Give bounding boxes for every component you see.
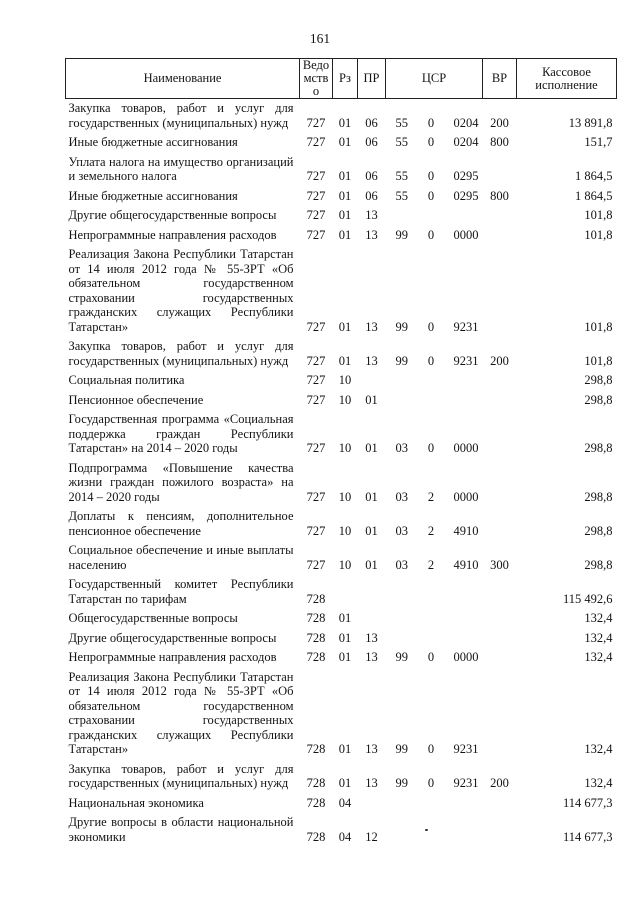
row-rz: 01 bbox=[338, 227, 352, 242]
row-pr: 13 bbox=[365, 227, 378, 242]
row-csr bbox=[386, 337, 483, 371]
row-csr bbox=[386, 629, 483, 649]
row-csr-part-a: 55 bbox=[395, 188, 408, 203]
table-row bbox=[66, 648, 617, 668]
row-csr bbox=[386, 459, 483, 508]
row-dept: 728 bbox=[306, 630, 326, 645]
row-csr-part-a: 99 bbox=[395, 742, 408, 756]
row-sum: 298,8 bbox=[584, 392, 613, 407]
row-pr: 01 bbox=[365, 392, 378, 407]
row-csr-part-a: 55 bbox=[395, 135, 408, 149]
row-csr-part-b: 2 bbox=[427, 489, 435, 504]
row-csr-part-b: 0 bbox=[427, 115, 435, 130]
row-pr: 01 bbox=[365, 441, 378, 455]
row-dept: 728 bbox=[306, 742, 326, 756]
header-sum: Кассовое исполнение bbox=[517, 59, 617, 99]
header-csr: ЦСР bbox=[386, 59, 483, 99]
row-csr bbox=[386, 648, 483, 668]
table-row bbox=[66, 226, 617, 246]
row-dept: 727 bbox=[306, 557, 326, 572]
row-csr-part-c: 9231 bbox=[453, 776, 479, 790]
row-csr bbox=[386, 410, 483, 459]
row-sum: 298,8 bbox=[584, 557, 613, 572]
row-csr-part-a: 55 bbox=[395, 115, 408, 130]
row-csr bbox=[386, 99, 483, 134]
row-csr-part-b: 2 bbox=[427, 523, 435, 538]
table-row bbox=[66, 541, 617, 575]
header-name: Наименование bbox=[66, 59, 300, 99]
row-sum: 298,8 bbox=[584, 441, 613, 455]
row-pr: 06 bbox=[365, 135, 378, 149]
row-sum: 101,8 bbox=[584, 208, 613, 222]
row-pr bbox=[358, 371, 386, 391]
row-sum: 1 864,5 bbox=[575, 169, 613, 183]
row-pr: 13 bbox=[365, 776, 378, 790]
row-csr bbox=[386, 813, 483, 847]
row-vr bbox=[483, 459, 517, 508]
row-name: Непрограммные направления расходов bbox=[68, 650, 277, 664]
row-rz: 01 bbox=[338, 208, 352, 222]
table-row bbox=[66, 337, 617, 371]
row-dept: 727 bbox=[306, 353, 326, 368]
row-name: Национальная экономика bbox=[68, 795, 204, 810]
row-csr bbox=[386, 507, 483, 541]
row-pr: 13 bbox=[365, 208, 378, 222]
row-rz: 10 bbox=[338, 441, 352, 455]
row-sum: 115 492,6 bbox=[562, 591, 613, 606]
row-dept: 727 bbox=[306, 135, 326, 149]
row-csr-part-b: 0 bbox=[427, 776, 435, 790]
row-rz: 01 bbox=[338, 742, 352, 756]
row-name: Реализация Закона Республики Татарстан от 14 июля 2012 года № 55-ЗРТ «Об обязательном государственном страховании государственных гражданских служащих Республики Татарстан» bbox=[68, 247, 294, 334]
row-name: Доплаты к пенсиям, дополнительное пенсионное обеспечение bbox=[68, 509, 294, 538]
row-sum: 114 677,3 bbox=[562, 795, 613, 810]
header-vr: ВР bbox=[483, 59, 517, 99]
row-rz: 04 bbox=[338, 829, 352, 844]
row-pr: 13 bbox=[365, 630, 378, 645]
row-csr-part-a: 99 bbox=[395, 319, 408, 334]
header-dept: Ведомство bbox=[300, 59, 333, 99]
row-vr bbox=[483, 410, 517, 459]
row-pr: 01 bbox=[365, 523, 378, 538]
row-dept: 728 bbox=[306, 795, 326, 810]
row-vr: 300 bbox=[490, 557, 509, 572]
row-pr: 06 bbox=[365, 115, 378, 130]
row-vr bbox=[483, 629, 517, 649]
row-csr bbox=[386, 245, 483, 337]
table-row bbox=[66, 391, 617, 411]
row-pr: 06 bbox=[365, 188, 378, 203]
row-csr bbox=[386, 187, 483, 207]
row-dept: 728 bbox=[306, 650, 326, 664]
row-name: Другие вопросы в области национальной экономики bbox=[68, 815, 294, 844]
row-name: Государственный комитет Республики Татарстан по тарифам bbox=[68, 577, 294, 606]
row-csr-part-a: 99 bbox=[395, 353, 408, 368]
row-csr-part-c: 0204 bbox=[453, 115, 479, 130]
row-sum: 114 677,3 bbox=[562, 829, 613, 844]
row-csr bbox=[386, 575, 483, 609]
row-vr bbox=[483, 507, 517, 541]
row-csr bbox=[386, 760, 483, 794]
row-csr bbox=[386, 541, 483, 575]
budget-table bbox=[65, 58, 617, 847]
table-row bbox=[66, 459, 617, 508]
row-csr-part-a: 99 bbox=[395, 776, 408, 790]
row-sum: 132,4 bbox=[584, 611, 613, 625]
row-rz bbox=[333, 575, 358, 609]
table-row bbox=[66, 371, 617, 391]
row-csr-part-c: 4910 bbox=[453, 523, 479, 538]
row-csr-part-c: 9231 bbox=[453, 742, 479, 756]
row-csr-part-a: 03 bbox=[395, 441, 408, 455]
row-sum: 298,8 bbox=[584, 489, 613, 504]
row-dept: 727 bbox=[306, 392, 326, 407]
table-row bbox=[66, 813, 617, 847]
row-csr-part-b: 2 bbox=[427, 557, 435, 572]
row-rz: 01 bbox=[338, 319, 352, 334]
row-pr: 01 bbox=[365, 557, 378, 572]
row-dept: 727 bbox=[306, 373, 326, 387]
row-name: Иные бюджетные ассигнования bbox=[68, 135, 238, 149]
row-csr bbox=[386, 133, 483, 153]
row-pr: 13 bbox=[365, 353, 378, 368]
row-pr: 01 bbox=[365, 489, 378, 504]
row-csr-part-b: 0 bbox=[427, 319, 435, 334]
row-rz: 01 bbox=[338, 650, 352, 664]
row-csr-part-b: 0 bbox=[427, 135, 435, 149]
row-name: Уплата налога на имущество организаций и земельного налога bbox=[68, 154, 294, 183]
row-rz: 01 bbox=[338, 188, 352, 203]
row-csr-part-c: 0000 bbox=[453, 227, 479, 242]
table-row bbox=[66, 206, 617, 226]
row-sum: 132,4 bbox=[584, 776, 613, 790]
row-rz: 01 bbox=[338, 169, 352, 183]
row-sum: 132,4 bbox=[584, 650, 613, 664]
row-rz: 10 bbox=[338, 489, 352, 504]
row-sum: 298,8 bbox=[584, 373, 613, 387]
row-dept: 727 bbox=[306, 441, 326, 455]
table-row bbox=[66, 507, 617, 541]
row-dept: 727 bbox=[306, 115, 326, 130]
row-name: Другие общегосударственные вопросы bbox=[68, 208, 277, 222]
table-row bbox=[66, 133, 617, 153]
row-vr bbox=[483, 245, 517, 337]
row-pr bbox=[358, 794, 386, 814]
row-csr-part-c: 0295 bbox=[453, 188, 479, 203]
row-rz: 01 bbox=[338, 353, 352, 368]
row-dept: 727 bbox=[306, 489, 326, 504]
row-vr bbox=[483, 813, 517, 847]
row-rz: 01 bbox=[338, 611, 352, 625]
row-name: Подпрограмма «Повышение качества жизни граждан пожилого возраста» на 2014 – 2020 годы bbox=[68, 460, 294, 504]
row-pr bbox=[358, 609, 386, 629]
row-csr-part-a: 99 bbox=[395, 650, 408, 664]
row-name: Социальное обеспечение и иные выплаты населению bbox=[68, 543, 294, 572]
row-sum: 298,8 bbox=[584, 523, 613, 538]
table-row bbox=[66, 629, 617, 649]
row-name: Пенсионное обеспечение bbox=[68, 392, 204, 407]
row-vr bbox=[483, 206, 517, 226]
row-csr-part-c: 4910 bbox=[453, 557, 479, 572]
row-csr-part-b: 0 bbox=[427, 742, 435, 756]
row-csr bbox=[386, 668, 483, 760]
row-csr bbox=[386, 609, 483, 629]
row-sum: 1 864,5 bbox=[575, 188, 613, 203]
row-vr bbox=[483, 153, 517, 187]
row-dept: 728 bbox=[306, 591, 326, 606]
row-sum: 101,8 bbox=[584, 319, 613, 334]
row-vr: 800 bbox=[490, 135, 509, 149]
row-pr: 13 bbox=[365, 319, 378, 334]
row-vr: 800 bbox=[490, 188, 509, 203]
row-dept: 728 bbox=[306, 776, 326, 790]
table-row bbox=[66, 187, 617, 207]
table-row bbox=[66, 794, 617, 814]
row-dept: 728 bbox=[306, 611, 326, 625]
row-vr bbox=[483, 575, 517, 609]
row-sum: 151,7 bbox=[584, 135, 613, 149]
row-rz: 01 bbox=[338, 776, 352, 790]
row-name: Социальная политика bbox=[68, 373, 185, 387]
row-csr-part-c: 0204 bbox=[453, 135, 479, 149]
row-pr: 12 bbox=[365, 829, 378, 844]
row-sum: 101,8 bbox=[584, 353, 613, 368]
header-pr: ПР bbox=[358, 59, 386, 99]
row-dept: 727 bbox=[306, 319, 326, 334]
row-csr-part-c: 0295 bbox=[453, 169, 479, 183]
row-csr-part-c: 9231 bbox=[453, 319, 479, 334]
row-csr-part-a: 03 bbox=[395, 557, 408, 572]
row-rz: 10 bbox=[338, 373, 352, 387]
table-row bbox=[66, 575, 617, 609]
row-csr-part-a: 55 bbox=[395, 169, 408, 183]
table-row bbox=[66, 99, 617, 134]
row-csr bbox=[386, 391, 483, 411]
row-vr bbox=[483, 371, 517, 391]
row-sum: 132,4 bbox=[584, 742, 613, 756]
row-rz: 01 bbox=[338, 135, 352, 149]
row-csr bbox=[386, 226, 483, 246]
row-csr-part-b: 0 bbox=[427, 188, 435, 203]
row-csr-part-b: 0 bbox=[427, 441, 435, 455]
row-vr bbox=[483, 668, 517, 760]
row-sum: 132,4 bbox=[584, 630, 613, 645]
row-vr: 200 bbox=[490, 115, 509, 130]
row-vr: 200 bbox=[490, 353, 509, 368]
row-vr bbox=[483, 609, 517, 629]
row-name: Закупка товаров, работ и услуг для государственных (муниципальных) нужд bbox=[68, 101, 294, 130]
row-vr bbox=[483, 648, 517, 668]
row-name: Закупка товаров, работ и услуг для государственных (муниципальных) нужд bbox=[68, 761, 294, 790]
row-rz: 10 bbox=[338, 557, 352, 572]
table-row bbox=[66, 245, 617, 337]
row-dept: 727 bbox=[306, 208, 326, 222]
row-csr-part-b: 0 bbox=[427, 169, 435, 183]
row-csr-part-b: 0 bbox=[427, 353, 435, 368]
row-csr-part-a: 03 bbox=[395, 489, 408, 504]
header-rz: Рз bbox=[333, 59, 358, 99]
page-number: 161 bbox=[309, 31, 331, 46]
row-rz: 04 bbox=[338, 795, 352, 810]
row-csr-part-c: 0000 bbox=[453, 650, 479, 664]
row-sum: 13 891,8 bbox=[568, 115, 613, 130]
row-csr-part-a: 03 bbox=[395, 523, 408, 538]
row-pr bbox=[358, 575, 386, 609]
row-rz: 01 bbox=[338, 115, 352, 130]
row-dept: 727 bbox=[306, 523, 326, 538]
table-row bbox=[66, 668, 617, 760]
table-header bbox=[66, 59, 617, 99]
row-vr bbox=[483, 794, 517, 814]
row-vr bbox=[483, 226, 517, 246]
row-csr-part-c: 9231 bbox=[453, 353, 479, 368]
row-dept: 727 bbox=[306, 188, 326, 203]
row-name: Реализация Закона Республики Татарстан от 14 июля 2012 года № 55-ЗРТ «Об обязательном государственном страховании государственных гражданских служащих Республики Татарстан» bbox=[68, 669, 294, 756]
row-rz: 10 bbox=[338, 523, 352, 538]
row-rz: 10 bbox=[338, 392, 352, 407]
row-rz: 01 bbox=[338, 630, 352, 645]
table-row bbox=[66, 609, 617, 629]
row-pr: 13 bbox=[365, 742, 378, 756]
row-dept: 728 bbox=[306, 829, 326, 844]
row-csr-part-b: 0 bbox=[427, 650, 435, 664]
row-vr: 200 bbox=[490, 776, 509, 790]
row-name: Государственная программа «Социальная поддержка граждан Республики Татарстан» на 2014 – 2020 годы bbox=[68, 412, 294, 455]
row-csr bbox=[386, 371, 483, 391]
row-csr bbox=[386, 206, 483, 226]
row-name: Непрограммные направления расходов bbox=[68, 227, 277, 242]
row-name: Общегосударственные вопросы bbox=[68, 611, 238, 625]
row-sum: 101,8 bbox=[584, 227, 613, 242]
table-body bbox=[66, 99, 617, 848]
row-pr: 13 bbox=[365, 650, 378, 664]
row-csr-part-c: 0000 bbox=[453, 489, 479, 504]
row-dept: 727 bbox=[306, 227, 326, 242]
row-csr bbox=[386, 794, 483, 814]
row-pr: 06 bbox=[365, 169, 378, 183]
row-csr bbox=[386, 153, 483, 187]
row-dept: 727 bbox=[306, 169, 326, 183]
row-vr bbox=[483, 391, 517, 411]
table-row bbox=[66, 153, 617, 187]
scan-artifact bbox=[425, 829, 428, 831]
row-name: Другие общегосударственные вопросы bbox=[68, 630, 277, 645]
row-csr-part-c: 0000 bbox=[453, 441, 479, 455]
table-row bbox=[66, 410, 617, 459]
row-name: Иные бюджетные ассигнования bbox=[68, 188, 238, 203]
row-name: Закупка товаров, работ и услуг для государственных (муниципальных) нужд bbox=[68, 339, 294, 368]
row-csr-part-a: 99 bbox=[395, 227, 408, 242]
table-row bbox=[66, 760, 617, 794]
row-csr-part-b: 0 bbox=[427, 227, 435, 242]
